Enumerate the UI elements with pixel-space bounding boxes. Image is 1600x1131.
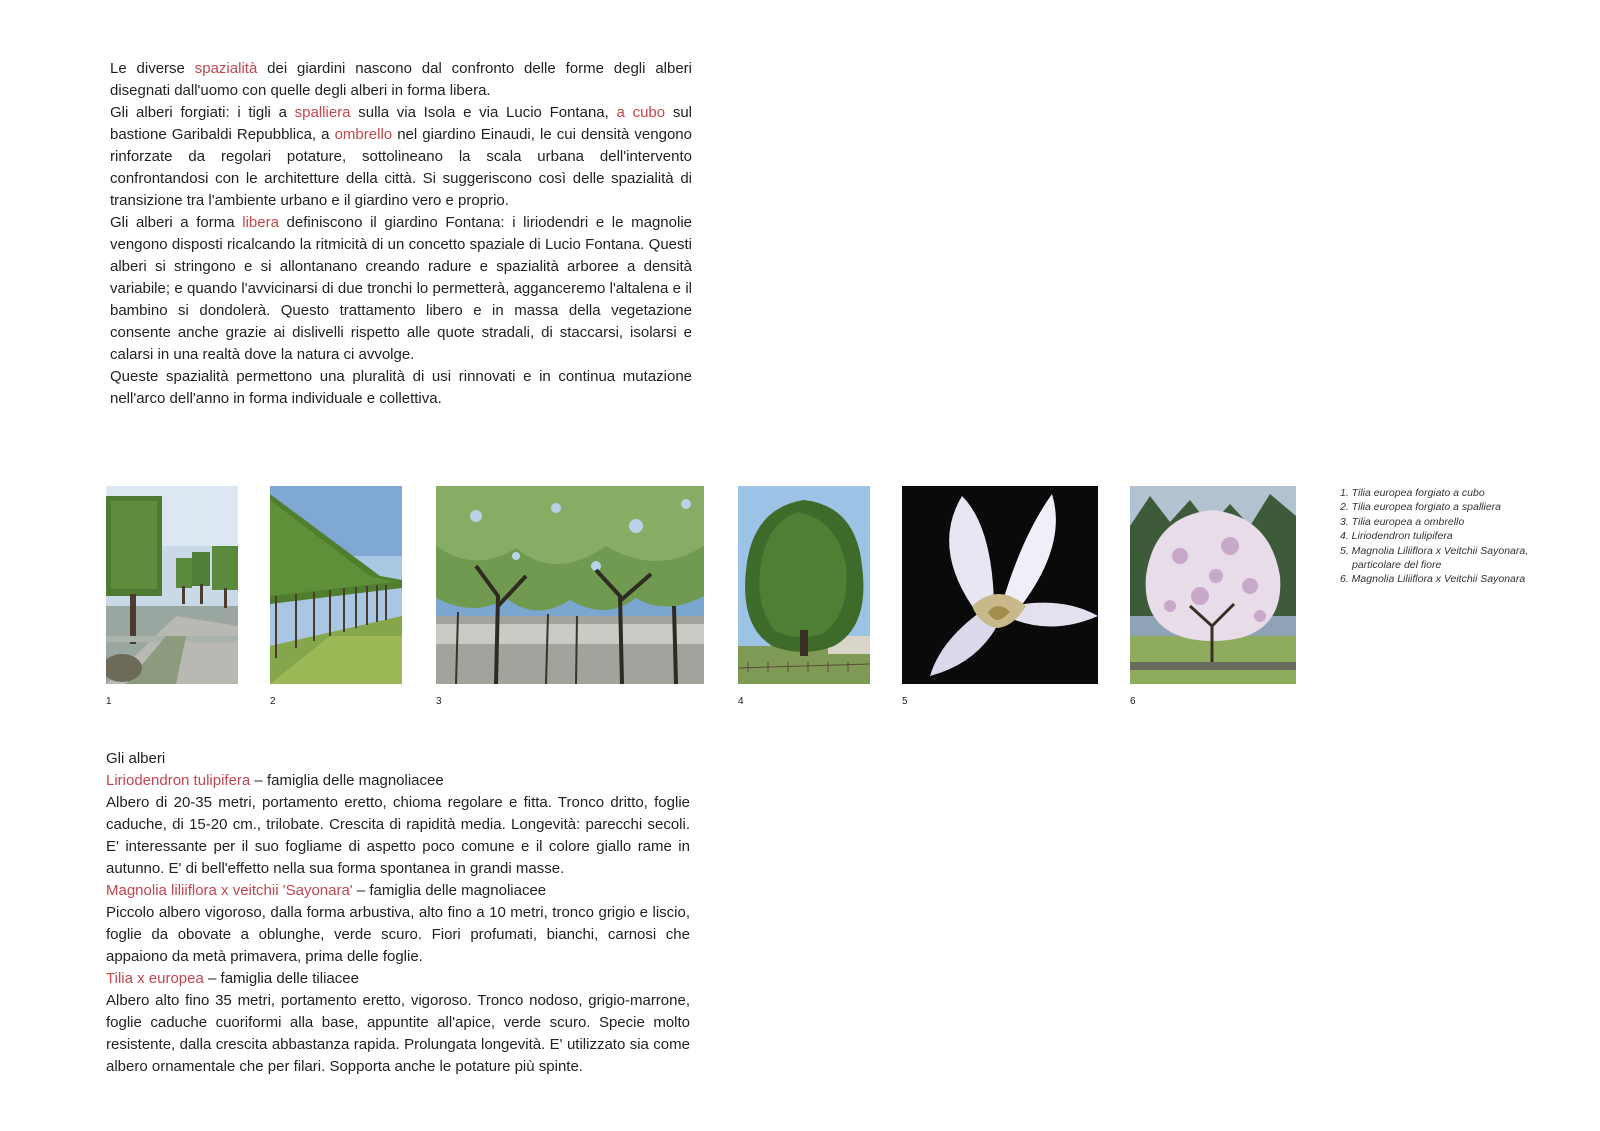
photo-number-3: 3 [436, 696, 442, 707]
photo-number-5: 5 [902, 696, 908, 707]
intro-paragraph-4: Queste spazialità permettono una pluralità di usi rinnovati e in continua mutazione nell'arco dell'anno in forma individuale e collettiva. [110, 368, 692, 407]
photo-number-1: 1 [106, 696, 112, 707]
tree-3-description: Albero alto fino 35 metri, portamento eretto, vigoroso. Tronco nodoso, grigio-marrone, foglie caduche cuoriformi alla base, appuntite all'apice, verde scuro. Specie molto resistente, dalla crescita abbastanza rapida. Prolungata longevità. E' utilizzato sia come albero ornamentale che per filari. Sopporta anche le potature più spinte. [106, 992, 690, 1075]
highlight-spalliera: spalliera [294, 104, 351, 121]
trees-heading: Gli alberi [106, 750, 166, 767]
highlight-ombrello: ombrello [334, 126, 393, 143]
highlight-a-cubo: a cubo [616, 104, 666, 121]
caption-5-continued: particolare del fiore [1352, 559, 1442, 572]
tree-2-name: Magnolia liliiflora x veitchii 'Sayonara' [106, 882, 353, 899]
tree-1-family: – famiglia delle magnoliacee [250, 772, 444, 789]
tree-2-family: – famiglia delle magnoliacee [352, 882, 547, 899]
tree-3-title [106, 968, 690, 990]
caption-3: 3. Tilia europea a ombrello [1340, 515, 1465, 528]
photo-magnolia-fiore [902, 486, 1098, 684]
intro-paragraph-2: Gli alberi forgiati: i tigli a spalliera sulla via Isola e via Lucio Fontana, a cubo sul bastione Garibaldi Repubblica, a ombrello nel giardino Einaudi, le cui densità vengono rinforzate da regolari potature, sottolineano la scala urbana dell'intervento confrontandosi con le architetture della città. Si suggeriscono così delle spazialità di transizione tra l'ambiente urbano e il giardino vero e proprio. [110, 104, 692, 209]
photo-number-6: 6 [1130, 696, 1136, 707]
photo-number-4: 4 [738, 696, 744, 707]
intro-paragraph-1: Le diverse spazialità dei giardini nascono dal confronto delle forme degli alberi disegnati dall'uomo con quelle degli alberi in forma libera. [110, 60, 693, 99]
photo-tilia-spalliera [270, 486, 402, 684]
caption-4: 4. Liriodendron tulipifera [1340, 530, 1453, 543]
highlight-libera: libera [242, 214, 279, 231]
tree-3-family: – famiglia delle tiliacee [203, 970, 359, 987]
tree-1-description: Albero di 20-35 metri, portamento eretto, chioma regolare e fitta. Tronco dritto, foglie caduche, di 15-20 cm., trilobate. Crescita di rapidità media. Longevità: parecchi secoli. E' interessante per il suo fogliame di aspetto poco comune e il colore giallo rame in autunno. E' di bell'effetto nella sua forma spontanea in grandi masse. [106, 794, 690, 877]
trees-section [106, 748, 690, 1078]
highlight-spazialita: spazialità [194, 60, 258, 77]
photo-tilia-cubo [106, 486, 238, 684]
photo-tilia-ombrello [436, 486, 704, 684]
photo-liriodendron [738, 486, 870, 684]
tree-1-name: Liriodendron tulipifera [106, 772, 251, 789]
photo-number-2: 2 [270, 696, 276, 707]
caption-5: 5. Magnolia Liliiflora x Veitchii Sayonara, [1340, 544, 1529, 557]
caption-1: 1. Tilia europea forgiato a cubo [1340, 487, 1485, 499]
intro-paragraph-3: Gli alberi a forma libera definiscono il giardino Fontana: i liriodendri e le magnolie vengono disposti ricalcando la ritmicità di un concetto spaziale di Lucio Fontana. Questi alberi si stringono e si allontanano creando radure e spazialità arboree a densità variabile; e quando l'avvicinarsi di due tronchi lo permetterà, agganceremo l'altalena e il bambino si dondolerà. Questo trattamento libero e in massa della vegetazione consente anche grazie ai dislivelli rispetto alle quote stradali, di staccarsi, isolarsi e calarsi in una realtà dove la natura ci avvolge. [110, 214, 692, 363]
caption-2: 2. Tilia europea forgiato a spalliera [1340, 501, 1502, 514]
tree-1-title [106, 770, 690, 792]
photo-captions [1340, 486, 1590, 587]
tree-2-description: Piccolo albero vigoroso, dalla forma arbustiva, alto fino a 10 metri, tronco grigio e liscio, foglie da obovate a oblunghe, verde scuro. Fiori profumati, bianchi, carnosi che appaiono da metà primavera, prima delle foglie. [106, 904, 690, 965]
tree-2-title [106, 880, 690, 902]
intro-text [110, 58, 692, 410]
caption-6: 6. Magnolia Liliiflora x Veitchii Sayonara [1340, 573, 1526, 586]
tree-3-name: Tilia x europea [106, 970, 204, 987]
photo-magnolia-albero [1130, 486, 1296, 684]
